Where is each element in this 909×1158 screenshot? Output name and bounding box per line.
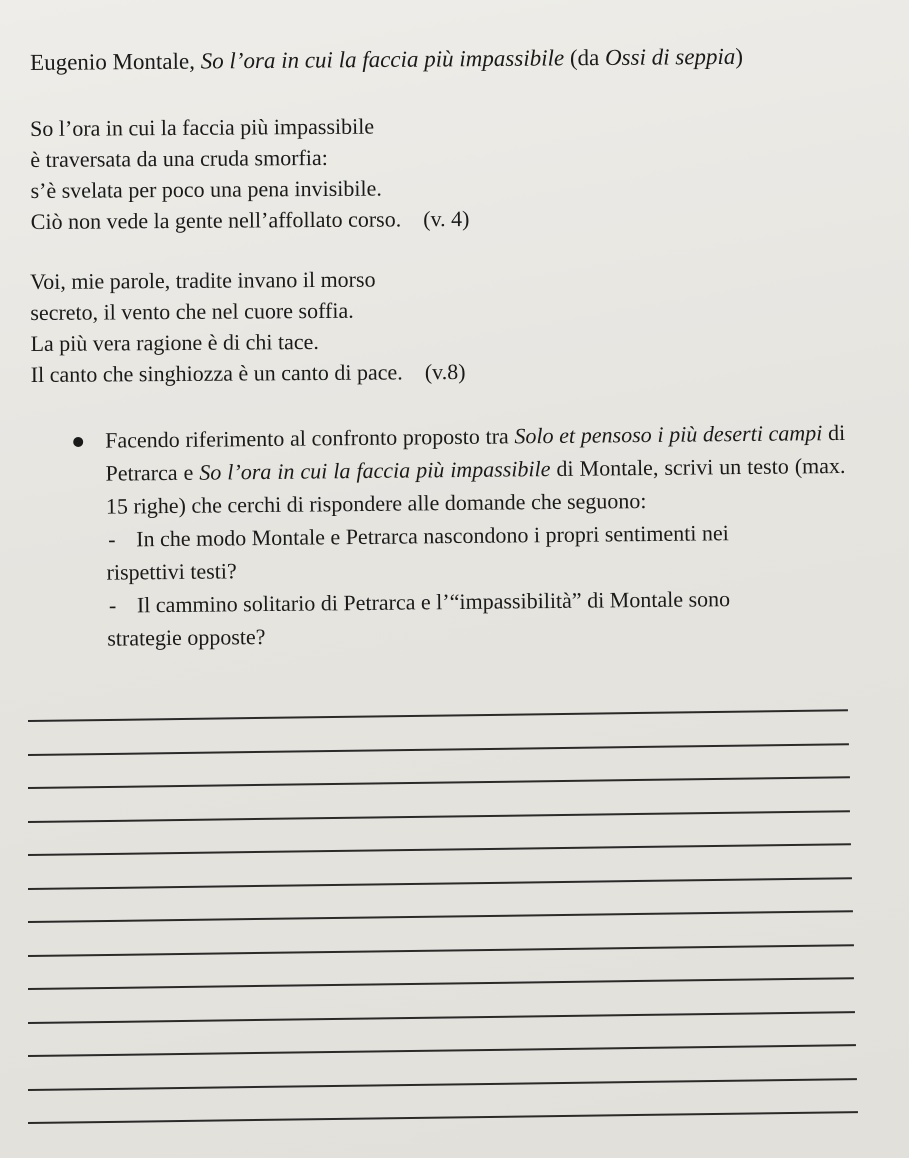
assignment-block [75, 416, 847, 655]
poem-stanza-1 [30, 110, 470, 237]
poem-line-with-ref [31, 203, 470, 237]
answer-line[interactable] [28, 810, 850, 822]
petrarca-title: Solo et pensoso i più deserti campi [514, 420, 823, 449]
question-text [107, 581, 848, 655]
bullet-icon [73, 437, 83, 447]
answer-line[interactable] [28, 1011, 855, 1023]
poem-stanza-2 [30, 263, 466, 390]
question-2 [107, 581, 848, 655]
poem-line: secreto, il vento che nel cuore soffia. [30, 297, 354, 325]
question-line: strategie opposte? [107, 624, 266, 651]
answer-line[interactable] [28, 910, 853, 922]
answer-line[interactable] [28, 743, 849, 755]
answer-line[interactable] [28, 1111, 858, 1123]
dash-marker: - [108, 592, 117, 618]
poem-title: So l’ora in cui la faccia più impassibile [200, 45, 565, 74]
source-suffix: ) [735, 43, 744, 69]
page-title [30, 44, 743, 76]
source-prefix: (da [564, 44, 606, 71]
assignment-text [105, 416, 846, 523]
answer-line[interactable] [28, 843, 851, 855]
assignment-text-part: di Montale, scrivi un testo (max. 15 righe) che cerchi di rispondere alle domande che seguono: [105, 452, 846, 519]
verse-reference: (v. 4) [423, 205, 470, 232]
poem-line: Ciò non vede la gente nell’affollato corso. [30, 206, 402, 234]
poem-line-with-ref [31, 356, 466, 390]
author-name: Eugenio Montale, [30, 48, 201, 75]
answer-line[interactable] [28, 776, 850, 788]
question-text [106, 515, 847, 589]
poem-line: La più vera ragione è di chi tace. [30, 328, 319, 356]
answer-line[interactable] [28, 1044, 856, 1056]
montale-title: So l’ora in cui la faccia più impassibile [199, 456, 551, 485]
question-line: rispettivi testi? [106, 558, 237, 585]
question-line: In che modo Montale e Petrarca nascondono i propri sentimenti nei [136, 520, 729, 552]
poem-line: So l’ora in cui la faccia più impassibile [30, 113, 375, 141]
answer-line[interactable] [28, 877, 852, 889]
answer-line[interactable] [28, 977, 854, 989]
assignment-text-part: Facendo riferimento al confronto proposto tra [105, 423, 515, 453]
question-line: Il cammino solitario di Petrarca e l’“impassibilità” di Montale sono [136, 586, 731, 618]
answer-line[interactable] [28, 709, 848, 721]
poem-line: Il canto che singhiozza è un canto di pace. [30, 359, 403, 387]
verse-reference: (v.8) [424, 358, 466, 385]
assignment-text-part: di Petrarca e [105, 419, 846, 486]
answer-line[interactable] [28, 1078, 857, 1090]
answer-line[interactable] [28, 944, 854, 956]
source-title: Ossi di seppia [604, 43, 736, 70]
question-1 [106, 515, 847, 589]
poem-line: è traversata da una cruda smorfia: [30, 144, 328, 172]
poem-line: Voi, mie parole, tradite invano il morso [30, 266, 376, 294]
poem-line: s’è svelata per poco una pena invisibile. [30, 175, 382, 203]
dash-marker: - [108, 526, 116, 552]
